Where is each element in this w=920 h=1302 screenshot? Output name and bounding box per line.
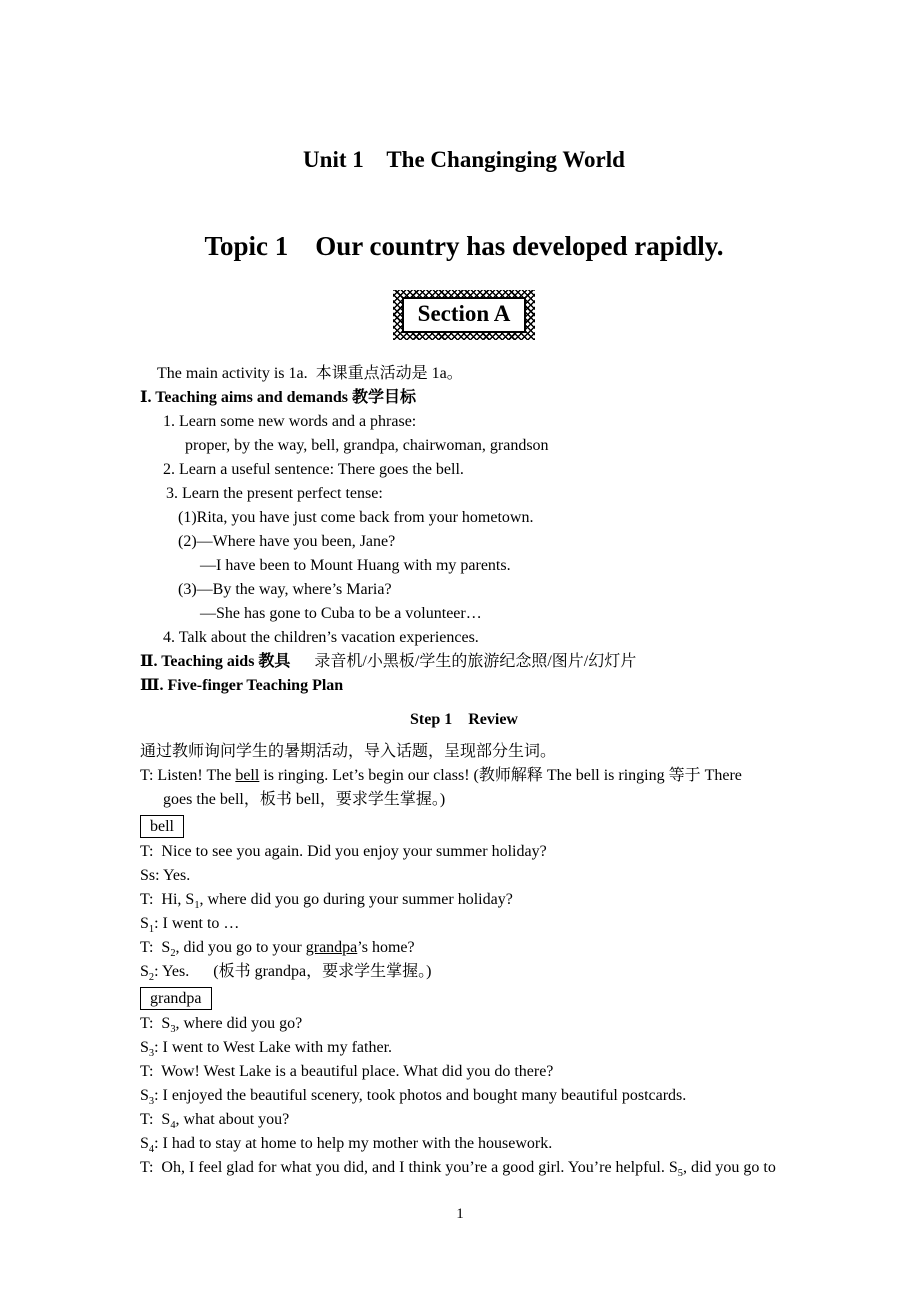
doc-line: 2. Learn a useful sentence: There goes the bell. <box>163 461 464 478</box>
doc-line: (2)—Where have you been, Jane? <box>178 533 396 550</box>
doc-line: T: $S_3$, where did you go? <box>140 1015 303 1036</box>
topic-title: Topic 1 Our country has developed rapidly. <box>204 231 724 261</box>
doc-line: $S_1$: I went to … <box>140 915 240 936</box>
doc-line: T: Wow! West Lake is a beautiful place. What did you do there? <box>140 1063 554 1080</box>
vocab-box-line <box>140 812 788 840</box>
vocab-box-line <box>140 984 788 1012</box>
document-content <box>140 146 788 1180</box>
doc-line: T: Oh, I feel glad for what you did, and I think you’re a good girl. You’re helpful. $S_5$, did you go to <box>140 1159 776 1180</box>
step-heading: Step 1 Review <box>410 711 518 728</box>
doc-line: Ⅰ. Teaching aims and demands 教学目标 <box>140 389 416 406</box>
doc-line: 3. Learn the present perfect tense: <box>166 485 383 502</box>
doc-line: T: Hi, $S_1$, where did you go during your summer holiday? <box>140 891 513 912</box>
doc-line: $S_3$: I enjoyed the beautiful scenery, took photos and bought many beautiful postcards. <box>140 1087 687 1108</box>
doc-line: proper, by the way, bell, grandpa, chairwoman, grandson <box>185 437 549 454</box>
doc-line: T: $S_2$, did you go to your grandpa’s home? <box>140 939 415 960</box>
section-a-label: Section A <box>402 297 527 333</box>
doc-line: —I have been to Mount Huang with my parents. <box>200 557 511 574</box>
doc-line: —She has gone to Cuba to be a volunteer… <box>200 605 482 622</box>
doc-line: Ⅱ. Teaching aids 教具 录音机/小黑板/学生的旅游纪念照/图片/幻灯片 <box>140 653 637 670</box>
doc-line: (1)Rita, you have just come back from your hometown. <box>178 509 534 526</box>
vocab-box: grandpa <box>140 987 212 1010</box>
doc-line: goes the bell，板书 bell，要求学生掌握。) <box>163 791 446 808</box>
doc-line: 1. Learn some new words and a phrase: <box>163 413 417 430</box>
doc-line: $S_3$: I went to West Lake with my father. <box>140 1039 393 1060</box>
doc-line: $S_2$: Yes. (板书 grandpa，要求学生掌握。) <box>140 963 432 984</box>
doc-line: (3)—By the way, where’s Maria? <box>178 581 392 598</box>
doc-line: 4. Talk about the children’s vacation experiences. <box>163 629 479 646</box>
doc-lines <box>140 362 788 1180</box>
section-a-decorative-frame <box>393 290 536 340</box>
doc-line: The main activity is 1a. 本课重点活动是 1a。 <box>157 365 463 382</box>
doc-line: T: Nice to see you again. Did you enjoy your summer holiday? <box>140 843 547 860</box>
doc-line: T: $S_4$, what about you? <box>140 1111 290 1132</box>
doc-line: T: Listen! The bell is ringing. Let’s begin our class! (教师解释 The bell is ringing 等于 There <box>140 767 742 784</box>
doc-line: $S_4$: I had to stay at home to help my mother with the housework. <box>140 1135 553 1156</box>
doc-line: Ⅲ. Five-finger Teaching Plan <box>140 677 344 694</box>
doc-line: Ss: Yes. <box>140 867 191 884</box>
doc-line: 通过教师询问学生的暑期活动，导入话题，呈现部分生词。 <box>140 743 557 760</box>
section-a-banner <box>140 290 788 340</box>
unit-title: Unit 1 The Changinging World <box>303 147 625 172</box>
vocab-box: bell <box>140 815 184 838</box>
page-number: 1 <box>456 1206 464 1222</box>
